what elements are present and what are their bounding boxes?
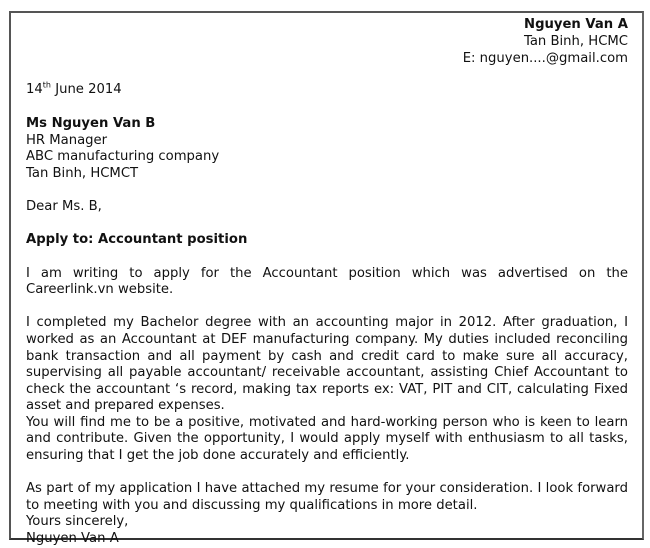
recipient-address: Tan Binh, HCMCT [26,165,139,181]
salutation: Dear Ms. B, [26,199,102,215]
recipient-company: ABC manufacturing company [26,149,220,165]
paragraph-personal: You will find me to be a positive, motivated and hard-working person who is keen to learn and contribute. Given the opportunity, I would apply myself with enthusiasm to all tasks, ensuring that I get the job done accurately and efficiently. [26,414,628,464]
closing: Yours sincerely, [26,514,129,530]
signature: Nguyen Van A [26,531,119,547]
letter-date [26,82,628,99]
date-rest: June 2014 [51,82,122,97]
sender-name: Nguyen Van A [524,17,628,32]
sender-block [463,16,628,67]
date-suffix: th [42,80,51,90]
date-day: 14 [26,82,43,97]
paragraph-experience: I completed my Bachelor degree with an accounting major in 2012. After graduation, I worked as an Accountant at DEF manufacturing company. My duties included reconciling bank transaction and all payment by cash and credit card to make sure all accuracy, supervising all payable accountant/ receivable accountant, assisting Chief Accountant to check the accountant ‘s record, making tax reports ex: VAT, PIT and CIT, calculating Fixed asset and prepared expenses. [26,315,628,414]
paragraph-intro: I am writing to apply for the Accountant position which was advertised on the Careerlink.vn website. [26,265,628,298]
recipient-name: Ms Nguyen Van B [26,116,156,132]
recipient-title: HR Manager [26,132,108,148]
subject-line: Apply to: Accountant position [26,232,248,248]
letter-body [26,82,628,548]
sender-email: E: nguyen....@gmail.com [462,51,628,66]
paragraph-closing: As part of my application I have attached my resume for your consideration. I look forward to meeting with you and discussing my qualifications in more detail. [26,481,628,513]
recipient-block [26,116,628,182]
sender-address: Tan Binh, HCMC [523,34,628,49]
